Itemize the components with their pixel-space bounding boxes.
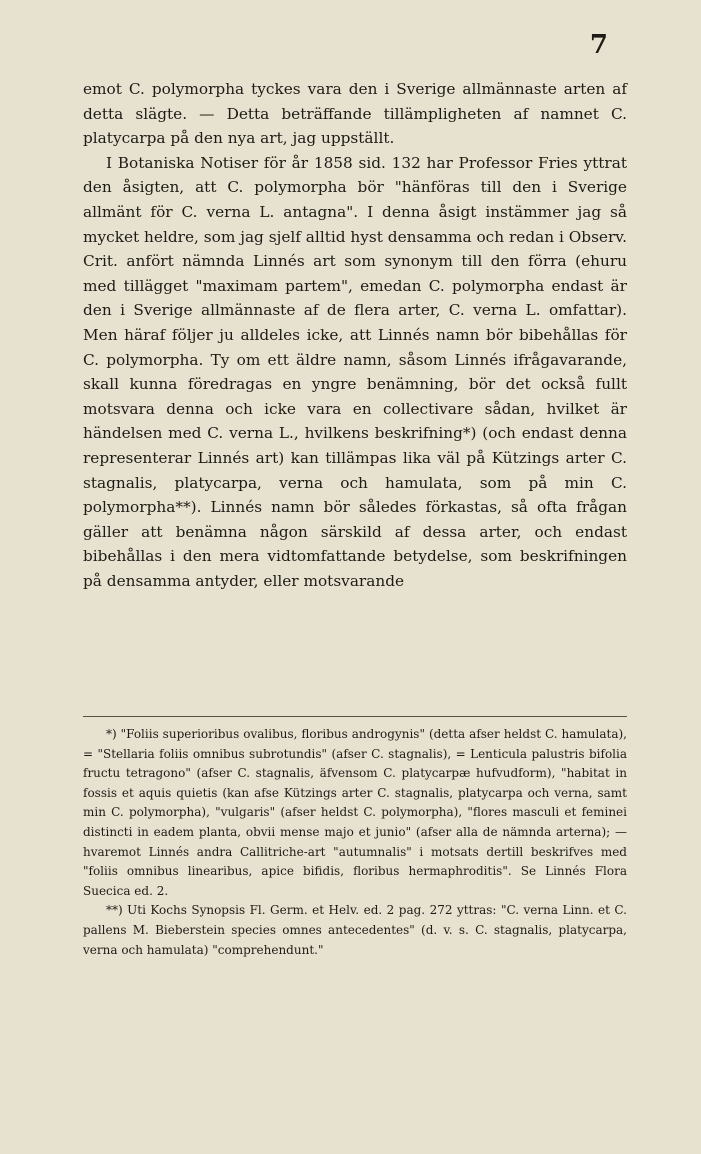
footnote-single-asterisk: *) "Foliis superioribus ovalibus, floribus androgynis" (detta afser heldst C. hamulata), = "Stellaria foliis omnibus subrotundis" (afser C. stagnalis), = Lenticula palustris bifolia fructu tetragono" (afser C. stagnalis, äfvensom C. platycarpæ hufvudform), "habitat in fossis et aquis quietis (kan afse Kützings arter C. stagnalis, platycarpa och verna, samt min C. polymorpha), "vulgaris" (afser heldst C. polymorpha), "flores masculi et feminei distincti in eadem planta, obvii mense majo et junio" (afser alla de nämnda arterna); — hvaremot Linnés andra Callitriche-art "autumnalis" i motsats dertill beskrifves med "foliis omnibus linearibus, apice bifidis, floribus hermaphroditis". Se Linnés Flora Suecica ed. 2. <box>83 727 627 898</box>
main-text <box>83 77 627 593</box>
footnotes <box>83 725 627 960</box>
page-number: 7 <box>589 30 608 60</box>
paragraph-continuation: emot C. polymorpha tyckes vara den i Sverige allmännaste arten af detta slägte. — Detta beträffande tillämpligheten af namnet C. platycarpa på den nya art, jag uppställt. <box>83 80 627 148</box>
footnote-separator <box>83 716 627 717</box>
paragraph-fries-opinion: I Botaniska Notiser för år 1858 sid. 132 har Professor Fries yttrat den åsigten, att C. polymorpha bör "hänföras till den i Sverige allmänt för C. verna L. antagna". I denna åsigt instämmer jag så mycket heldre, som jag sjelf alltid hyst densamma och redan i Observ. Crit. anfört nämnda Linnés art som synonym till den förra (ehuru med tillägget "maximam partem", emedan C. polymorpha endast är den i Sverige allmännaste af de flera arter, C. verna L. omfattar). Men häraf följer ju alldeles icke, att Linnés namn bör bibehållas för C. polymorpha. Ty om ett äldre namn, såsom Linnés ifrågavarande, skall kunna föredragas en yngre benämning, bör det också fullt motsvara denna och icke vara en collectivare sådan, hvilket är händelsen med C. verna L., hvilkens beskrifning*) (och endast denna representerar Linnés art) kan tillämpas lika väl på Kützings arter C. stagnalis, platycarpa, verna och hamulata, som på min C. polymorpha**). Linnés namn bör således förkastas, så ofta frågan gäller att benämna någon särskild af dessa arter, och endast bibehållas i den mera vidtomfattande betydelse, som beskrifningen på densamma antyder, eller motsvarande <box>83 153 627 590</box>
footnote-double-asterisk: **) Uti Kochs Synopsis Fl. Germ. et Helv. ed. 2 pag. 272 yttras: "C. verna Linn. et C. pallens M. Bieberstein species omnes antecedentes" (d. v. s. C. stagnalis, platycarpa, verna och hamulata) "comprehendunt." <box>83 903 627 957</box>
